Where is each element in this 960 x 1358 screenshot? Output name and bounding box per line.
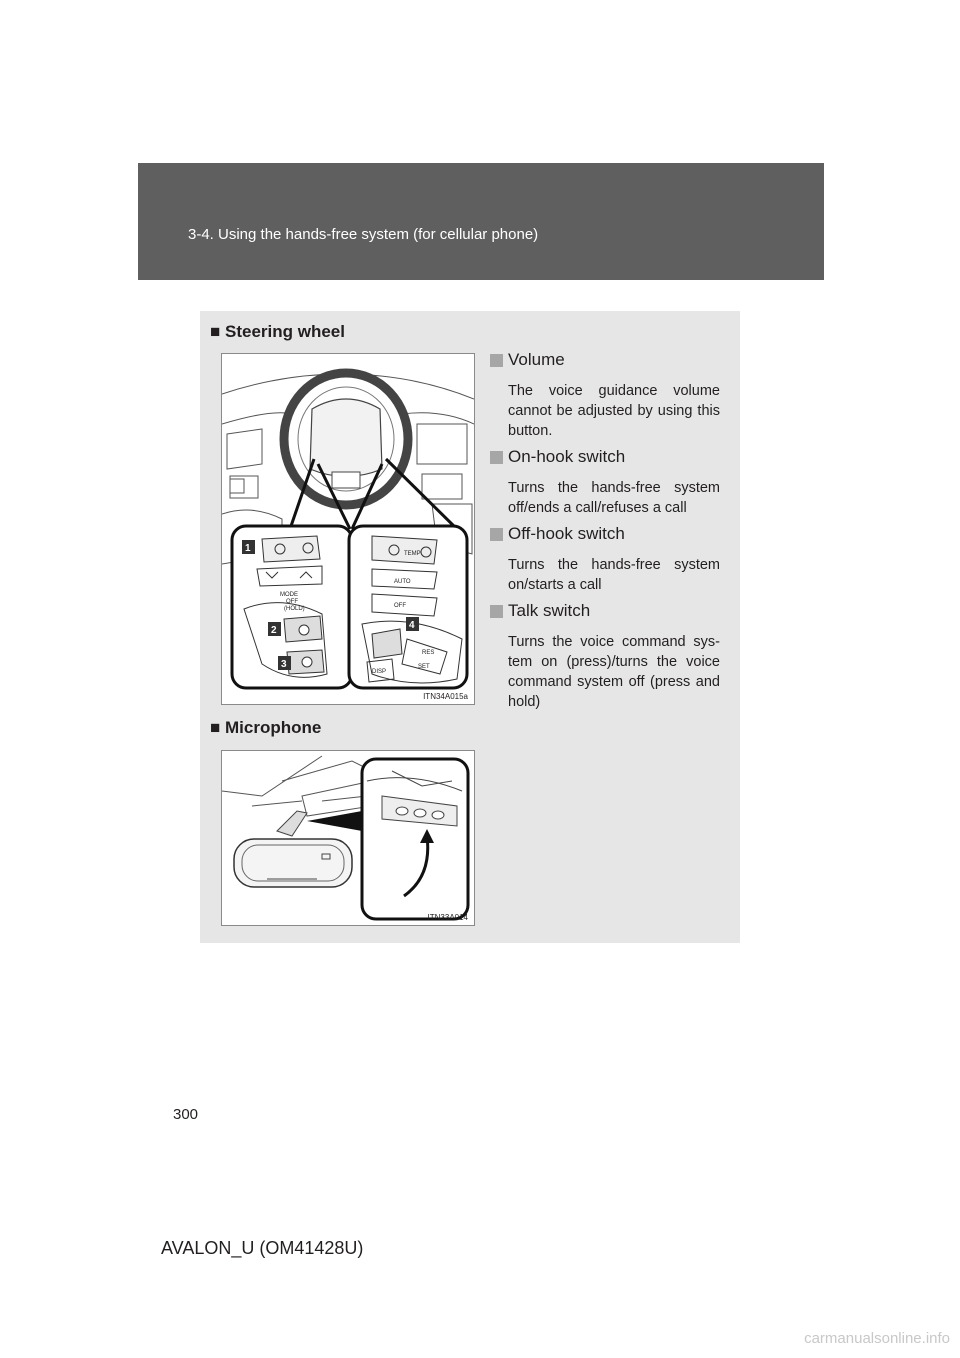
item-description: The voice guidance volume cannot be adjusted by using this button. (508, 383, 720, 439)
item-title: Off-hook switch (508, 524, 625, 543)
callout-4: 4 (409, 620, 415, 631)
item-off-hook-switch (490, 524, 720, 595)
watermark: carmanualsonline.info (804, 1330, 950, 1347)
item-description: Turns the voice command sys-tem on (press)/turns the voice command system off (press and hold) (508, 634, 720, 710)
microphone-figure (221, 750, 475, 926)
off-label: OFF (286, 599, 298, 605)
steering-wheel-figure (221, 353, 475, 705)
off-label-right: OFF (394, 603, 406, 609)
callout-2: 2 (271, 625, 277, 636)
callout-3: 3 (281, 659, 287, 670)
item-title: On-hook switch (508, 447, 626, 466)
bullet-square-icon (490, 528, 503, 541)
content-box (200, 311, 740, 943)
res-label: RES (422, 650, 435, 656)
item-description: Turns the hands-free system off/ends a call/refuses a call (508, 480, 720, 516)
microphone-illustration (222, 751, 474, 925)
steering-figure-code: ITN34A015a (423, 692, 468, 701)
set-label: SET (418, 664, 430, 670)
disp-label: DISP (372, 669, 387, 675)
auto-label: AUTO (394, 579, 411, 585)
item-on-hook-switch (490, 447, 720, 518)
page-number: 300 (173, 1106, 199, 1123)
bullet-square-icon (490, 605, 503, 618)
header-band (138, 163, 824, 280)
callout-1: 1 (245, 543, 251, 554)
mode-label: MODE (280, 592, 298, 598)
steering-wheel-illustration (222, 354, 474, 704)
item-title: Volume (508, 350, 565, 369)
bullet-square-icon (490, 354, 503, 367)
item-description: Turns the hands-free system on/starts a call (508, 557, 720, 593)
item-title: Talk switch (508, 601, 591, 620)
hold-label: (HOLD) (284, 606, 305, 612)
steering-wheel-heading: ■ Steering wheel (210, 322, 345, 341)
section-title: 3-4. Using the hands-free system (for cellular phone) (188, 226, 539, 243)
microphone-figure-code: ITN33A014 (427, 913, 468, 922)
item-talk-switch (490, 601, 720, 712)
item-volume (490, 350, 720, 441)
microphone-heading: ■ Microphone (210, 718, 322, 737)
temp-label: TEMP (404, 551, 421, 557)
document-code: AVALON_U (OM41428U) (161, 1238, 364, 1258)
bullet-square-icon (490, 451, 503, 464)
